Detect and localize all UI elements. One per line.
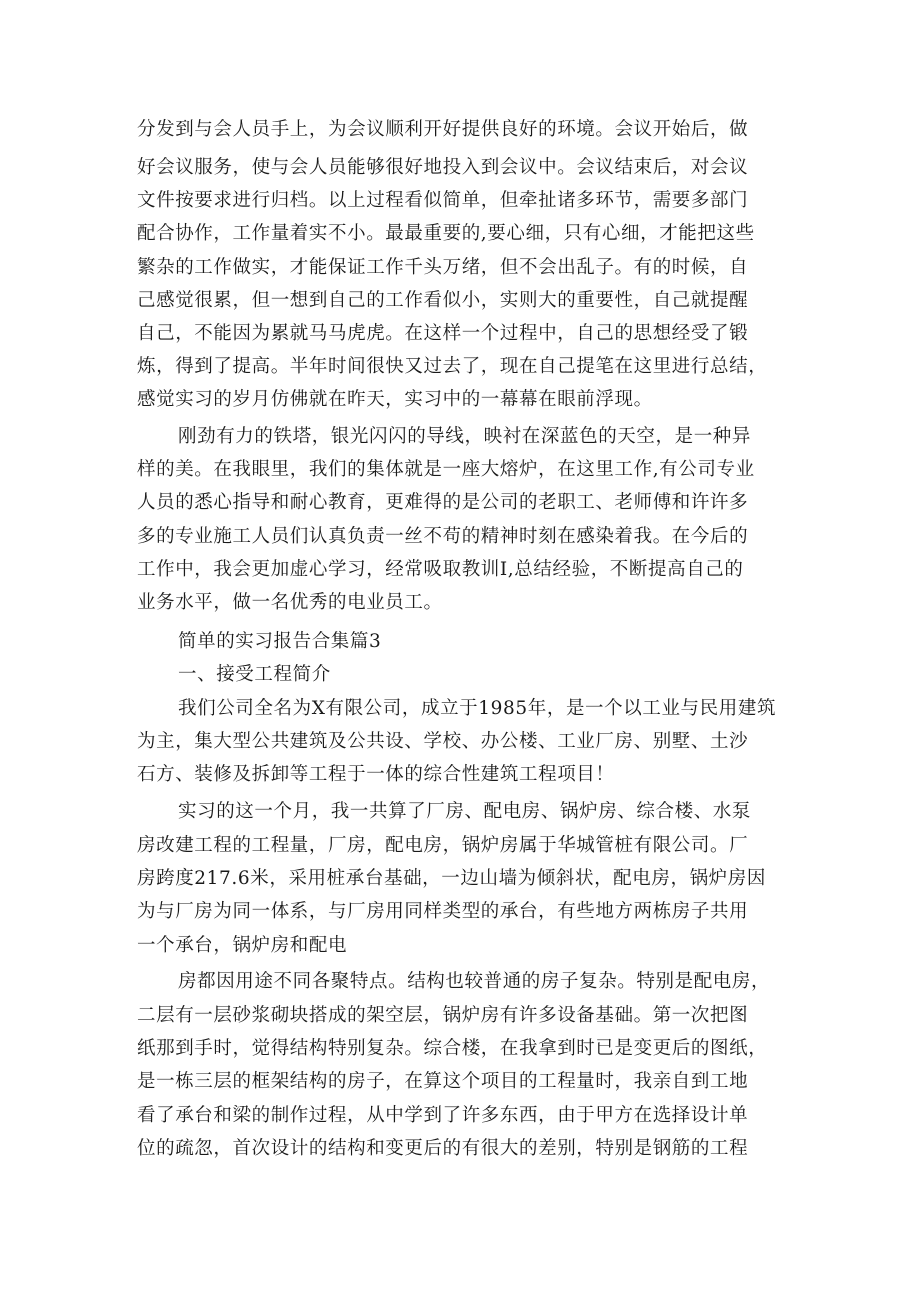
text-line: 房跨度217.6米，采用桩承台基础，一边山墙为倾斜状，配电房，锅炉房因 bbox=[137, 868, 766, 889]
text-line: 人员的悉心指导和耐心教育，更难得的是公司的老职工、老师傅和许许多 bbox=[137, 492, 749, 513]
text-line: 为与厂房为同一体系，与厂房用同样类型的承台，有些地方两栋房子共用 bbox=[137, 901, 749, 922]
text-line: 石方、装修及拆卸等工程于一体的综合性建筑工程项目！ bbox=[137, 764, 615, 785]
paragraph-start-line: 房都因用途不同各聚特点。结构也较普通的房子复杂。特别是配电房， bbox=[178, 971, 771, 992]
paragraph-start-line: 刚劲有力的铁塔，银光闪闪的导线，映衬在深蓝色的天空，是一种异 bbox=[178, 426, 752, 447]
text-line: 纸那到手时，觉得结构特别复杂。综合楼，在我拿到时已是变更后的图纸， bbox=[137, 1038, 768, 1059]
text-line: 是一栋三层的框架结构的房子，在算这个项目的工程量时，我亲自到工地 bbox=[137, 1071, 749, 1092]
text-line: 位的疏忽，首次设计的结构和变更后的有很大的差别，特别是钢筋的工程 bbox=[137, 1138, 749, 1159]
text-line: 分发到与会人员手上，为会议顺利开好提供良好的环境。会议开始后，做 bbox=[137, 119, 749, 140]
text-line: 样的美。在我眼里，我们的集体就是一座大熔炉，在这里工作,有公司专业 bbox=[137, 459, 755, 480]
text-line: 一个承台，锅炉房和配电 bbox=[137, 935, 348, 956]
text-line: 二层有一层砂浆砌块搭成的架空层，锅炉房有许多设备基础。第一次把图 bbox=[137, 1005, 749, 1026]
text-line: 配合协作，工作量着实不小。最最重要的,要心细，只有心细，才能把这些 bbox=[137, 223, 755, 244]
text-line: 自己，不能因为累就马马虎虎。在这样一个过程中，自己的思想经受了锻 bbox=[137, 323, 749, 344]
text-line: 工作中，我会更加虚心学习，经常吸取教训I,总结经验，不断提高自己的 bbox=[137, 559, 744, 580]
text-line: 己感觉很累，但一想到自己的工作看似小，实则大的重要性，自己就提醒 bbox=[137, 290, 749, 311]
section-heading: 简单的实习报告合集篇3 bbox=[178, 631, 382, 652]
text-line: 文件按要求进行归档。以上过程看似简单，但牵扯诸多环节，需要多部门 bbox=[137, 190, 749, 211]
text-line: 房改建工程的工程量，厂房，配电房，锅炉房属于华城管桩有限公司。厂 bbox=[137, 835, 749, 856]
text-line: 为主，集大型公共建筑及公共设、学校、办公楼、工业厂房、别墅、土沙 bbox=[137, 731, 749, 752]
text-line: 业务水平，做一名优秀的电业员工。 bbox=[137, 592, 443, 613]
subsection-heading: 一、接受工程简介 bbox=[178, 664, 331, 685]
text-line: 多的专业施工人员们认真负责一丝不苟的精神时刻在感染着我。在今后的 bbox=[137, 526, 749, 547]
text-line: 看了承台和梁的制作过程，从中学到了许多东西，由于甲方在选择设计单 bbox=[137, 1105, 749, 1126]
text-line: 好会议服务，使与会人员能够很好地投入到会议中。会议结束后，对会议 bbox=[137, 157, 749, 178]
text-line: 繁杂的工作做实，才能保证工作千头万绪，但不会出乱子。有的时候，自 bbox=[137, 257, 749, 278]
paragraph-start-line: 我们公司全名为X有限公司，成立于1985年，是一个以工业与民用建筑 bbox=[178, 698, 777, 719]
text-line: 炼，得到了提高。半年时间很快又过去了，现在自己提笔在这里进行总结， bbox=[137, 356, 768, 377]
paragraph-start-line: 实习的这一个月，我一共算了厂房、配电房、锅炉房、综合楼、水泵 bbox=[178, 801, 752, 822]
text-line: 感觉实习的岁月仿佛就在昨天，实习中的一幕幕在眼前浮现。 bbox=[137, 389, 653, 410]
